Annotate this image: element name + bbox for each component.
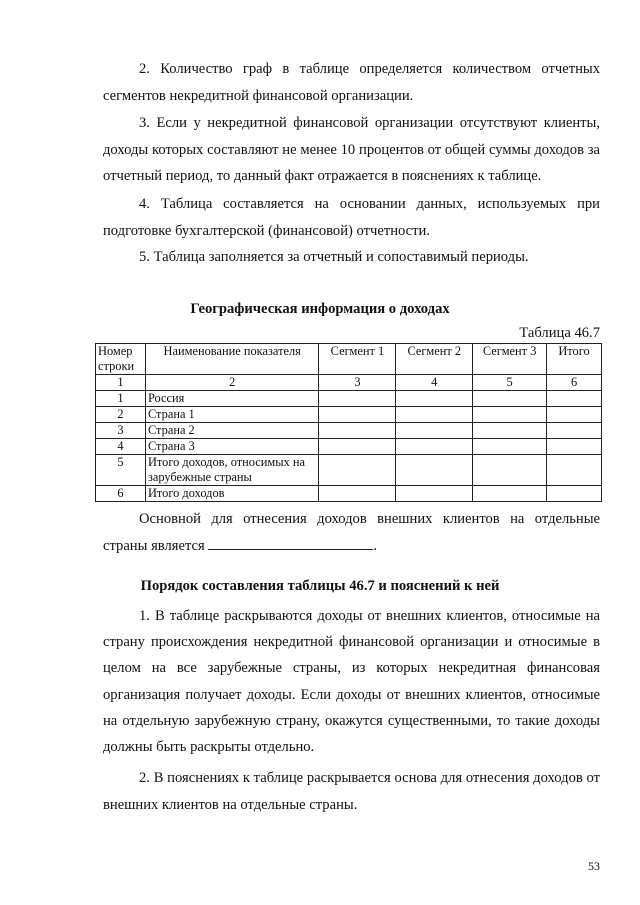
header-total: Итого <box>547 344 602 375</box>
table-row <box>96 439 602 455</box>
table-row <box>96 423 602 439</box>
row-number: 5 <box>96 455 146 486</box>
table-row <box>96 407 602 423</box>
column-number: 4 <box>396 375 473 391</box>
value-cell <box>547 391 602 407</box>
table-number: Таблица 46.7 <box>519 325 600 341</box>
header-segment-2: Сегмент 2 <box>396 344 473 375</box>
column-number: 3 <box>319 375 396 391</box>
value-cell <box>547 486 602 502</box>
value-cell <box>473 407 547 423</box>
paragraph-5: 5. Таблица заполняется за отчетный и сопоставимый периоды. <box>139 249 529 265</box>
fill-in-blank <box>208 536 373 550</box>
header-segment-1: Сегмент 1 <box>319 344 396 375</box>
table-title: Географическая информация о доходах <box>190 301 450 317</box>
value-cell <box>473 423 547 439</box>
table-row <box>96 391 602 407</box>
value-cell <box>396 439 473 455</box>
row-name: Страна 2 <box>145 423 319 439</box>
value-cell <box>473 455 547 486</box>
header-indicator-name: Наименование показателя <box>145 344 319 375</box>
value-cell <box>547 439 602 455</box>
row-number: 4 <box>96 439 146 455</box>
value-cell <box>473 486 547 502</box>
row-name: Страна 3 <box>145 439 319 455</box>
value-cell <box>319 391 396 407</box>
column-number: 6 <box>547 375 602 391</box>
row-name: Итого доходов, относимых на зарубежные страны <box>145 455 319 486</box>
value-cell <box>473 439 547 455</box>
basis-paragraph <box>103 506 600 559</box>
value-cell <box>396 407 473 423</box>
geographic-income-table <box>95 343 602 502</box>
value-cell <box>473 391 547 407</box>
column-number: 1 <box>96 375 146 391</box>
value-cell <box>319 439 396 455</box>
value-cell <box>396 391 473 407</box>
header-segment-3: Сегмент 3 <box>473 344 547 375</box>
paragraph-2: 2. Количество граф в таблице определяется количеством отчетных сегментов некредитной финансовой организации. <box>103 61 600 104</box>
paragraph-3: 3. Если у некредитной финансовой организации отсутствуют клиенты, доходы которых составляют не менее 10 процентов от общей суммы доходов за отчетный период, то данный факт отражается в пояснениях к таблице. <box>103 115 600 184</box>
row-number: 1 <box>96 391 146 407</box>
value-cell <box>319 407 396 423</box>
row-name: Страна 1 <box>145 407 319 423</box>
section-paragraph-2: 2. В пояснениях к таблице раскрывается основа для отнесения доходов от внешних клиентов на отдельные страны. <box>103 770 600 813</box>
value-cell <box>319 423 396 439</box>
column-number: 5 <box>473 375 547 391</box>
value-cell <box>396 423 473 439</box>
paragraph-4: 4. Таблица составляется на основании данных, используемых при подготовке бухгалтерской (финансовой) отчетности. <box>103 196 600 239</box>
value-cell <box>396 486 473 502</box>
row-name: Россия <box>145 391 319 407</box>
row-number: 6 <box>96 486 146 502</box>
value-cell <box>319 455 396 486</box>
column-number-row <box>96 375 602 391</box>
table-header-row <box>96 344 602 375</box>
section-paragraph-1: 1. В таблице раскрываются доходы от внешних клиентов, относимые на страну происхождения некредитной финансовой организации и относимые в целом на все зарубежные страны, из которых некредитная финансовая организация получает доходы. Если доходы от внешних клиентов, относимые на отдельную зарубежную страну, окажутся существенными, то такие доходы должны быть раскрыты отдельно. <box>103 608 600 756</box>
value-cell <box>547 407 602 423</box>
row-number: 3 <box>96 423 146 439</box>
basis-end: . <box>373 537 378 554</box>
table-row <box>96 455 602 486</box>
page-number: 53 <box>588 859 600 873</box>
value-cell <box>319 486 396 502</box>
basis-text: Основной для отнесения доходов внешних клиентов на отдельные страны является <box>103 511 600 554</box>
value-cell <box>547 423 602 439</box>
row-name: Итого доходов <box>145 486 319 502</box>
row-number: 2 <box>96 407 146 423</box>
header-row-number: Номер строки <box>96 344 146 375</box>
value-cell <box>396 455 473 486</box>
table-row <box>96 486 602 502</box>
column-number: 2 <box>145 375 319 391</box>
value-cell <box>547 455 602 486</box>
section-title: Порядок составления таблицы 46.7 и пояснений к ней <box>140 578 500 594</box>
